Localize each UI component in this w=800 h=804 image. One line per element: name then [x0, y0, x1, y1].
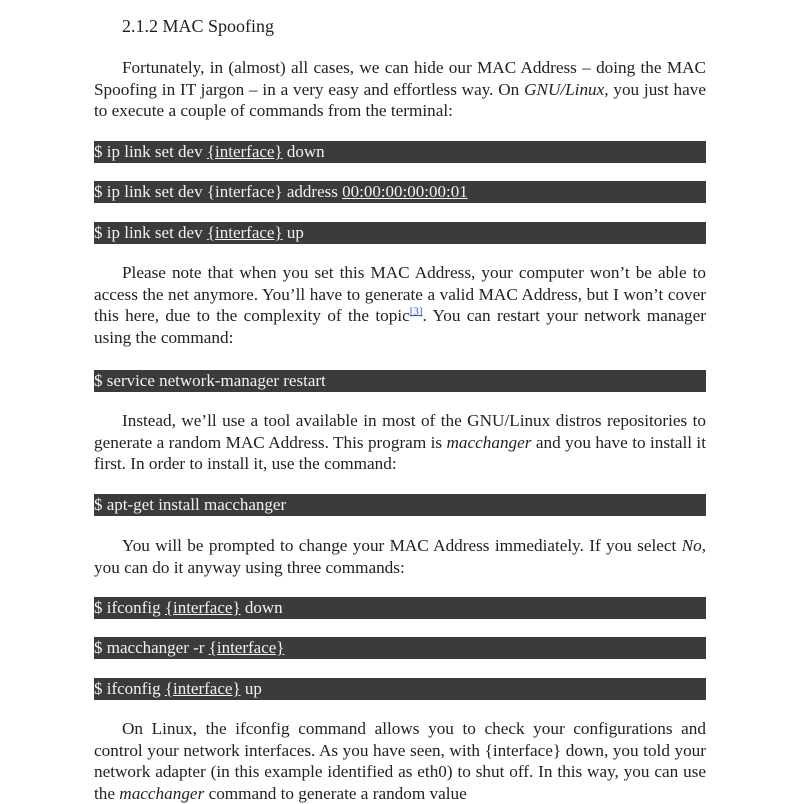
- section-heading: 2.1.2 MAC Spoofing: [122, 16, 275, 36]
- paragraph-text: On Linux, the ifconfig command allows you to check your configurations and control your network interfaces. As you have seen, with {interface} down, you told your network adapter (in this example identified as eth0) to shut off. In this way, you can use the: [94, 719, 706, 803]
- interface-link[interactable]: {interface}: [208, 638, 285, 657]
- code-text: up: [240, 679, 262, 698]
- code-line-restart-network-manager: $ service network-manager restart: [94, 370, 706, 392]
- footnote-reference-link[interactable]: [3]: [409, 305, 423, 318]
- paragraph-macchanger-intro: [94, 410, 706, 475]
- paragraph-prompt: [94, 535, 706, 578]
- paragraph-note: [94, 262, 706, 348]
- code-text: $ ip link set dev: [94, 223, 207, 242]
- code-text: $ ip link set dev: [94, 142, 207, 161]
- paragraph-text: You will be prompted to change your MAC Address immediately. If you select: [122, 536, 682, 555]
- code-text: $ ifconfig: [94, 679, 165, 698]
- emphasis-text: No: [681, 536, 702, 555]
- code-text: up: [282, 223, 304, 242]
- code-line-set-address: [94, 181, 706, 203]
- code-text: $ ip link set dev {interface} address: [94, 182, 343, 201]
- interface-link[interactable]: {interface}: [206, 223, 283, 242]
- emphasis-text: macchanger: [446, 432, 532, 452]
- code-line-link-up: [94, 222, 706, 244]
- code-text: $ ifconfig: [94, 598, 165, 617]
- paragraph-text: Please note that when you set this MAC Address, your computer won’t be able to access the net anymore. You’ll have to generate a valid MAC Address, but I won’t cover this here, due to the complexity of the topic: [94, 263, 706, 325]
- code-text: down: [282, 142, 325, 161]
- mac-address-link[interactable]: 00:00:00:00:00:01: [342, 182, 468, 201]
- interface-link[interactable]: {interface}: [164, 598, 241, 617]
- code-text: down: [240, 598, 283, 617]
- paragraph-ifconfig-explanation: [94, 718, 706, 804]
- interface-link[interactable]: {interface}: [164, 679, 241, 698]
- code-line-ifconfig-up: [94, 678, 706, 700]
- emphasis-text: macchanger: [119, 783, 205, 803]
- paragraph-intro: [94, 57, 706, 122]
- code-line-install-macchanger: $ apt-get install macchanger: [94, 494, 706, 516]
- code-line-ifconfig-down: [94, 597, 706, 619]
- paragraph-text: Fortunately, in (almost) all cases, we can hide our MAC Address – doing the MAC Spoofing in IT jargon – in a very easy and effortless way. On: [94, 58, 706, 99]
- emphasis-text: GNU/Linux: [524, 79, 605, 99]
- paragraph-text: command to generate a random value: [204, 783, 467, 803]
- paragraph-text: , you can do it anyway using three commands:: [94, 536, 706, 577]
- code-line-macchanger-random: [94, 637, 706, 659]
- paragraph-text: . You can restart your network manager using the command:: [94, 306, 706, 347]
- paragraph-text: , you just have to execute a couple of commands from the terminal:: [94, 79, 706, 120]
- code-text: $ macchanger -r: [94, 638, 209, 657]
- paragraph-text: and you have to install it first. In order to install it, use the command:: [94, 432, 706, 473]
- interface-link[interactable]: {interface}: [206, 142, 283, 161]
- paragraph-text: Instead, we’ll use a tool available in most of the GNU/Linux distros repositories to generate a random MAC Address. This program is: [94, 411, 706, 452]
- code-line-link-down: [94, 141, 706, 163]
